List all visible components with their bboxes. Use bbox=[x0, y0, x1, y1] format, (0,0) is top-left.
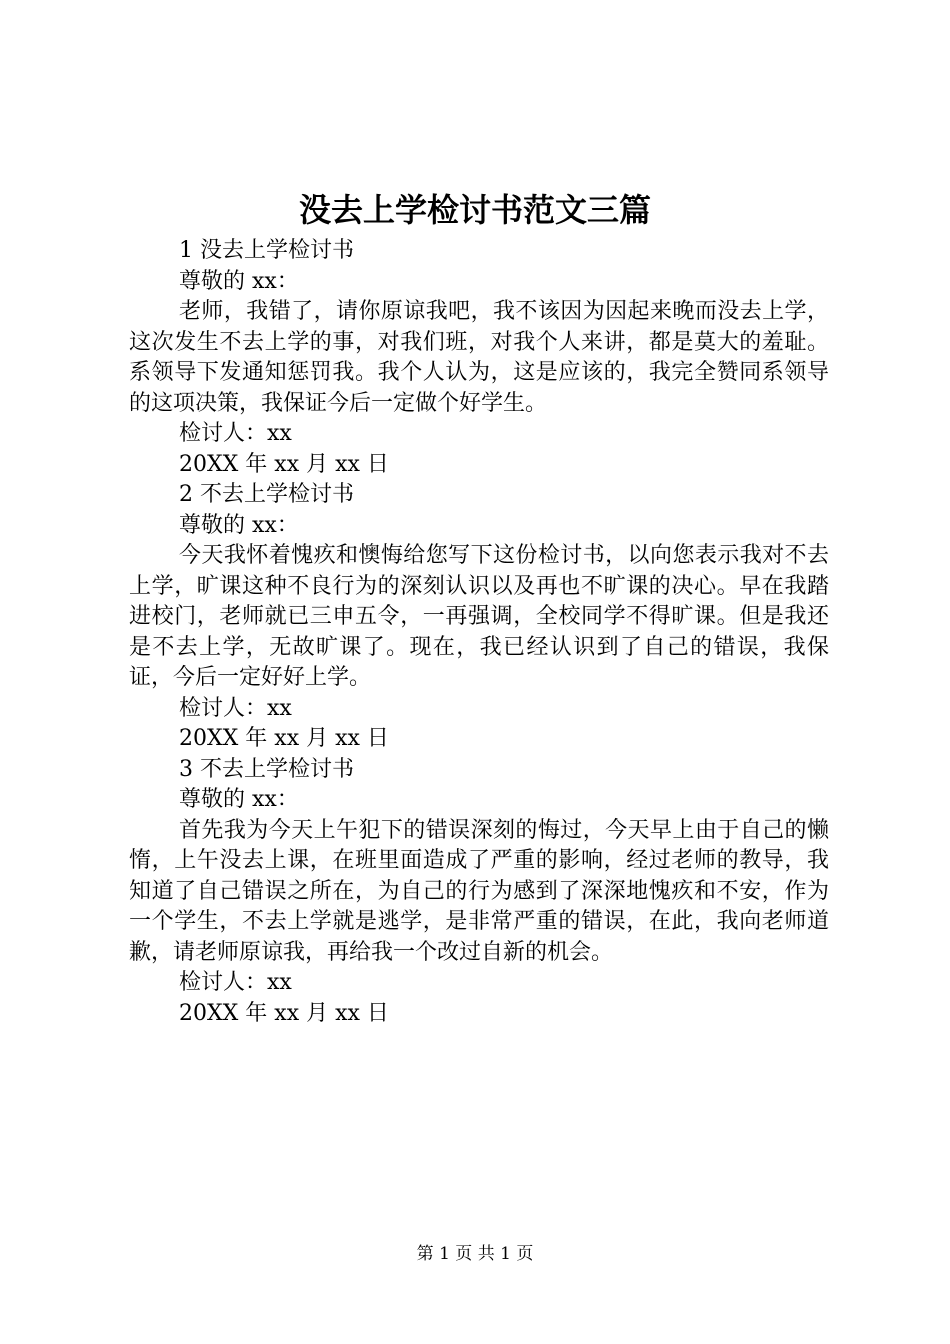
salutation: 尊敬的 xx： bbox=[179, 268, 299, 294]
section-body: 老师，我错了，请你原谅我吧，我不该因为因起来晚而没去上学，这次发生不去上学的事，对我们班，对我个人来讲，都是莫大的羞耻。系领导下发通知惩罚我。我个人认为，这是应该的，我完全赞同系领导的这项决策，我保证今后一定做个好学生。 bbox=[129, 299, 829, 416]
signer: 检讨人：xx bbox=[179, 970, 292, 995]
section-body: 今天我怀着愧疚和懊悔给您写下这份检讨书，以向您表示我对不去上学，旷课这种不良行为的深刻认识以及再也不旷课的决心。早在我踏进校门，老师就已三申五令，一再强调，全校同学不得旷课。但是我还是不去上学，无故旷课了。现在，我已经认识到了自己的错误，我保证，今后一定好好上学。 bbox=[129, 543, 829, 690]
date: 20XX 年 xx 月 xx 日 bbox=[179, 726, 389, 751]
section-body: 首先我为今天上午犯下的错误深刻的悔过，今天早上由于自己的懒惰，上午没去上课，在班里面造成了严重的影响，经过老师的教导，我知道了自己错误之所在，为自己的行为感到了深深地愧疚和不安，作为一个学生，不去上学就是逃学，是非常严重的错误，在此，我向老师道歉，请老师原谅我，再给我一个改过自新的机会。 bbox=[129, 817, 829, 965]
page-footer: 第 1 页 共 1 页 bbox=[416, 1244, 534, 1264]
date: 20XX 年 xx 月 xx 日 bbox=[179, 1000, 389, 1026]
document-body bbox=[129, 236, 829, 1029]
signer: 检讨人：xx bbox=[179, 421, 292, 446]
salutation: 尊敬的 xx： bbox=[179, 512, 299, 538]
section-heading: 1 没去上学检讨书 bbox=[179, 238, 354, 263]
section-1 bbox=[129, 236, 829, 480]
date: 20XX 年 xx 月 xx 日 bbox=[179, 451, 389, 477]
section-heading: 2 不去上学检讨书 bbox=[179, 482, 354, 507]
section-heading: 3 不去上学检讨书 bbox=[179, 756, 354, 782]
signer: 检讨人：xx bbox=[179, 695, 292, 721]
salutation: 尊敬的 xx： bbox=[179, 787, 299, 812]
document-title: 没去上学检讨书范文三篇 bbox=[298, 191, 651, 229]
section-3 bbox=[129, 755, 829, 1030]
section-2 bbox=[129, 480, 829, 755]
